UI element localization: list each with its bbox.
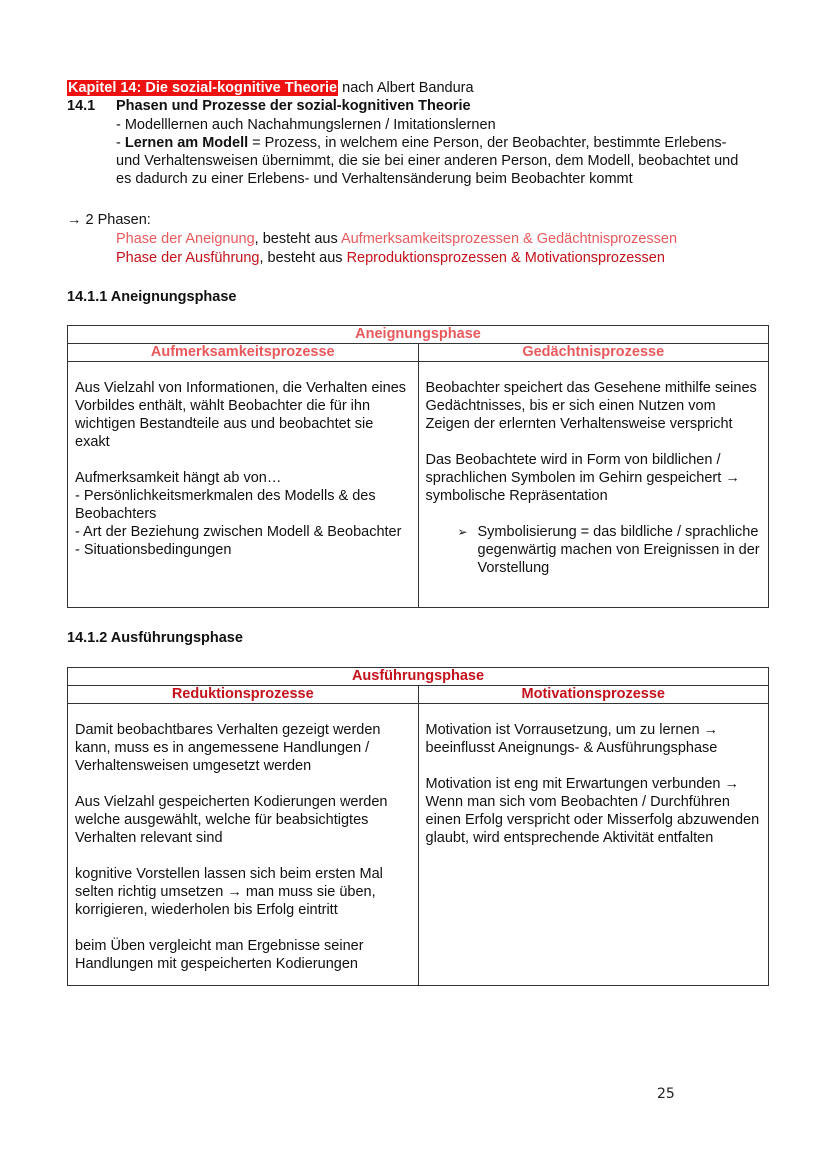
aneignungsphase-table: [67, 325, 769, 608]
table-2-col1-header: Reduktionsprozesse: [68, 686, 419, 704]
phase-2-name: Phase der Ausführung: [116, 250, 260, 266]
motivation-paragraph-1: Motivation ist Vorrausetzung, um zu lernen → beeinflusst Aneignungs- & Ausführungsphase: [425, 722, 719, 756]
table-1-col2-header: Gedächtnisprozesse: [418, 344, 769, 362]
phase-1-processes: Aufmerksamkeitsprozessen & Gedächtnisprozessen: [340, 231, 678, 247]
table-1-col1-cell: [68, 362, 419, 608]
page-number: 25: [657, 1086, 675, 1102]
phase-2-line: [116, 249, 665, 267]
phase-2-processes: Reproduktionsprozessen & Motivationsprozessen: [346, 250, 665, 266]
memory-paragraph-2: Das Beobachtete wird in Form von bildlichen / sprachlichen Symbolen im Gehirn gespeichert → symbolische Repräsentation: [425, 452, 740, 504]
attention-line: - Situationsbedingungen: [75, 542, 232, 558]
motivation-paragraph-2: Motivation ist eng mit Erwartungen verbunden → Wenn man sich vom Beobachten / Durchführen einen Erfolg verspricht oder Misserfolg abzuwenden glaubt, wird entsprechende Aktivität entfalten: [425, 776, 760, 846]
table-2-col2-cell: [418, 704, 769, 986]
section-heading: [67, 97, 471, 115]
body-line-1: - Modelllernen auch Nachahmungslernen / Imitationslernen: [116, 117, 496, 133]
table-2-title: Ausführungsphase: [68, 668, 769, 686]
table-2-col2-header: Motivationsprozesse: [418, 686, 769, 704]
symbolisierung-bullet: [426, 523, 763, 577]
body-line-2: [116, 134, 738, 152]
section-title: Phasen und Prozesse der sozial-kognitiven Theorie: [116, 98, 471, 114]
body-line-4: es dadurch zu einer Erlebens- und Verhaltensänderung beim Beobachter kommt: [116, 171, 633, 187]
reproduction-paragraph-3: kognitive Vorstellen lassen sich beim ersten Mal selten richtig umsetzen → man muss sie üben, korrigieren, wiederholen bis Erfolg eintritt: [75, 866, 383, 918]
term-lernen-am-modell: Lernen am Modell: [124, 135, 249, 151]
ausfuehrungsphase-table: [67, 667, 769, 986]
table-1-col2-cell: [418, 362, 769, 608]
attention-paragraph-2: [75, 469, 412, 559]
reproduction-paragraph-4: beim Üben vergleicht man Ergebnisse seiner Handlungen mit gespeicherten Kodierungen: [75, 938, 364, 972]
section-body: [116, 116, 738, 188]
phases-intro: → 2 Phasen:: [67, 212, 151, 228]
attention-paragraph-1: Aus Vielzahl von Informationen, die Verhalten eines Vorbildes enthält, wählt Beobachter die für ihn wichtigen Bestandteile aus und beobachtet sie exakt: [75, 380, 407, 450]
subsection-2-heading: 14.1.2 Ausführungsphase: [67, 630, 243, 646]
chapter-title: [67, 79, 474, 97]
subsection-1-heading: 14.1.1 Aneignungsphase: [67, 289, 237, 305]
phase-1-name: Phase der Aneignung: [116, 231, 255, 247]
reproduction-paragraph-1: Damit beobachtbares Verhalten gezeigt werden kann, muss es in angemessene Handlungen / Verhaltensweisen umgesetzt werden: [75, 722, 381, 774]
table-1-title: Aneignungsphase: [68, 326, 769, 344]
chapter-title-author: nach Albert Bandura: [338, 80, 474, 96]
table-1-col1-header: Aufmerksamkeitsprozesse: [68, 344, 419, 362]
table-2-col1-cell: [68, 704, 419, 986]
reproduction-paragraph-2: Aus Vielzahl gespeicherten Kodierungen werden welche ausgewählt, welche für beabsichtigtes Verhalten relevant sind: [75, 794, 388, 846]
body-line-3: und Verhaltensweisen übernimmt, die sie bei einer anderen Person, dem Modell, beobachtet und: [116, 153, 739, 169]
definition-text: = Prozess, in welchem eine Person, der Beobachter, bestimmte Erlebens-: [248, 135, 727, 151]
memory-paragraph-1: Beobachter speichert das Gesehene mithilfe seines Gedächtnisses, bis er sich einen Nutzen vom Zeigen der erlernten Verhaltensweise verspricht: [425, 380, 757, 432]
attention-line: - Art der Beziehung zwischen Modell & Beobachter: [75, 524, 402, 540]
attention-line: Aufmerksamkeit hängt ab von…: [75, 470, 282, 486]
phase-1-line: [116, 230, 677, 248]
phase-2-connector: , besteht aus: [259, 250, 347, 266]
bullet-text: Symbolisierung = das bildliche / sprachliche gegenwärtig machen von Ereignissen in der Vorstellung: [477, 524, 760, 576]
dash: -: [116, 135, 125, 151]
chapter-title-highlight: Kapitel 14: Die sozial-kognitive Theorie: [68, 80, 338, 96]
arrowhead-bullet-icon: ➢: [457, 525, 468, 539]
section-number: 14.1: [67, 98, 96, 114]
phase-1-connector: , besteht aus: [254, 231, 341, 247]
attention-line: - Persönlichkeitsmerkmalen des Modells & des Beobachters: [75, 488, 376, 522]
